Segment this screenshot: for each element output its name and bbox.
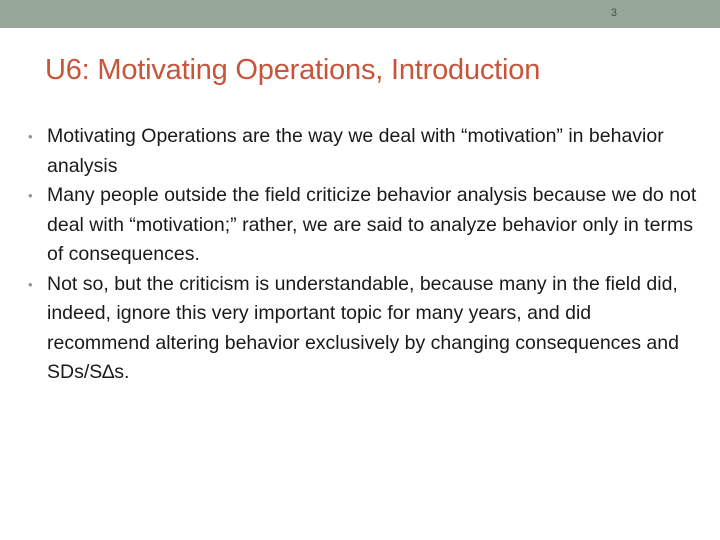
bullet-list <box>26 122 698 388</box>
slide-number: 3 <box>610 7 617 19</box>
bullet-dot-icon: • <box>28 188 33 203</box>
slide-title: U6: Motivating Operations, Introduction <box>45 54 541 86</box>
bullet-dot-icon: • <box>28 276 33 292</box>
bullet-item <box>26 122 698 181</box>
bullet-text: Many people outside the field criticize behavior analysis because we do not deal with “motivation;” rather, we are said to analyze behavior only in terms of consequences. <box>47 184 697 265</box>
bullet-dot-icon: • <box>28 129 33 144</box>
bullet-item <box>26 270 698 388</box>
bullet-text: Not so, but the criticism is understandable, because many in the field did, indeed, ignore this very important topic for many years, and did recommend altering behavior exclusively by changing consequences and SDs/S∆s. <box>47 272 679 383</box>
bullet-text: Motivating Operations are the way we deal with “motivation” in behavior analysis <box>47 125 664 177</box>
bullet-item <box>26 181 698 270</box>
